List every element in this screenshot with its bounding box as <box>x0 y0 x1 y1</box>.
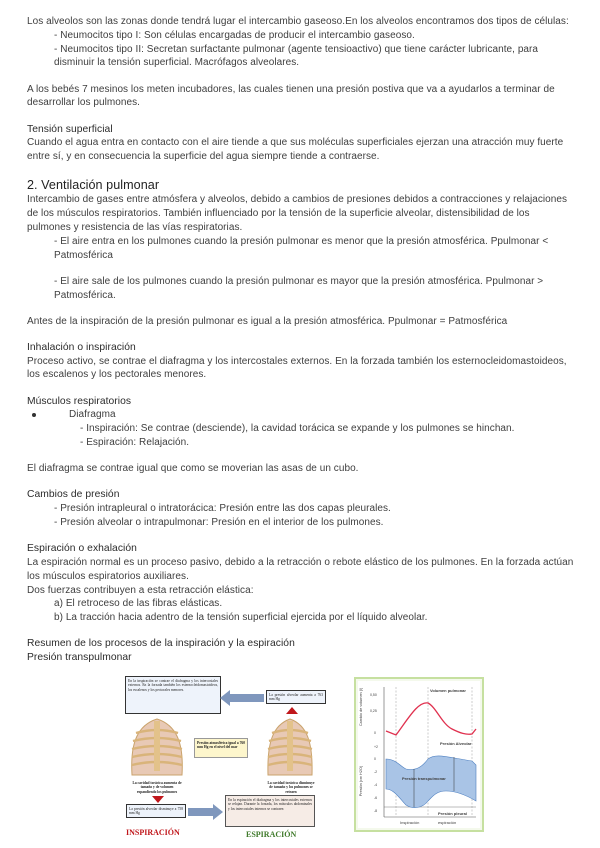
tick-label: 0 <box>374 757 376 761</box>
ribcage-inspiration-icon <box>128 717 186 779</box>
down-arrow-icon <box>152 796 164 803</box>
bullet-label: Diafragma <box>69 409 116 421</box>
paragraph: El diafragma se contrae igual que como se moverian las asas de un cubo. <box>27 463 359 475</box>
list-item: - Neumocitos tipo I: Son células encargadas de producir el intercambio gaseoso. <box>54 29 415 41</box>
atmospheric-box: Presión atmosférica igual a 760 mm Hg en el nivel del mar <box>194 738 248 758</box>
breathing-diagram <box>120 672 330 844</box>
list-item: - Presión intrapleural o intratorácica: Presión entre las dos capas pleurales. <box>54 503 391 515</box>
label-alveolar: Presión Alveolar <box>440 741 472 746</box>
paragraph: Proceso activo, se contrae el diafragma y los intercostales externos. En la forzada también los esternocleidomastoideos, <box>27 355 567 367</box>
paragraph: de los músculos respiratorios. También influenciado por la tensión de la superficie alveolar, distensibilidad de los <box>27 208 530 220</box>
paragraph: Cuando el agua entra en contacto con el aire tiende a que sus moléculas superficiales ejerzan una atracción muy fuerte <box>27 137 564 149</box>
tick-label: 0,25 <box>370 709 377 713</box>
list-item-cont: Patmosférica. <box>54 289 116 301</box>
paragraph: A los bebés 7 mesinos los meten incubadores, las cuales tienen una presión postiva que va a ayudarlos a terminar de <box>27 83 555 95</box>
list-item: - Presión alveolar o intrapulmonar: Presión en el interior de los pulmones. <box>54 517 384 529</box>
paragraph: pulmones y resistencia de las vías respiratorias. <box>27 221 243 233</box>
list-item: a) El retroceso de las fibras elásticas. <box>54 598 223 610</box>
y-axis-label-volume: Cambio de volumen (l) <box>359 687 364 727</box>
list-item: - Inspiración: Se contrae (desciende), la cavidad torácica se expande y los pulmones se hinchan. <box>80 423 515 435</box>
tick-label: -8 <box>374 809 378 813</box>
arrow-head-icon <box>213 804 223 820</box>
label-inspiracion: INSPIRACIÓN <box>126 828 180 837</box>
tick-label: 0 <box>374 731 376 735</box>
list-item: b) La tracción hacia adentro de la tensión superficial ejercida por el líquido alveolar. <box>54 612 428 624</box>
label-espiracion: ESPIRACIÓN <box>246 830 297 839</box>
paragraph: Intercambio de gases entre atmósfera y alveolos, debido a cambios de presiones debidos a contracciones y relajaciones <box>27 194 568 206</box>
alveolar-up-box: La presión alveolar aumenta a 763 mm Hg <box>266 690 326 704</box>
chapter-heading: 2. Ventilación pulmonar <box>27 178 160 193</box>
caption-right: La cavidad torácica disminuye de tamaño y los pulmones se retraen <box>267 781 315 794</box>
up-arrow-icon <box>286 707 298 714</box>
tick-label: -6 <box>374 796 378 800</box>
list-item: - Espiración: Relajación. <box>80 437 190 449</box>
tick-label: 0,50 <box>370 693 377 697</box>
paragraph: los músculos espiratorios auxiliares. <box>27 570 189 582</box>
label-volumen: Volumen pulmonar <box>430 688 466 693</box>
ribcage-expiration-icon <box>264 717 316 779</box>
list-item-cont: disminuir la tensión superficial. Macrófagos alveolares. <box>54 57 300 69</box>
list-item: - El aire entra en los pulmones cuando la presión pulmonar es menor que la presión atmosférica. Ppulmonar < <box>54 235 549 247</box>
section-heading: Músculos respiratorios <box>27 395 132 407</box>
list-item-cont: Patmosférica <box>54 249 113 261</box>
paragraph: La espiración normal es un proceso pasivo, debido a la retracción o rebote elástico de los pulmones. En la forzada actúan <box>27 557 574 569</box>
chart-plot <box>356 679 482 830</box>
tick-label: -2 <box>374 770 378 774</box>
paragraph: entre sí, y en consecuencia la superficie del agua siempre tiende a contraerse. <box>27 151 380 163</box>
list-item: - Neumocitos tipo II: Secretan surfactante pulmonar (agente tensioactivo) que tiene carácter lubricante, para <box>54 43 539 55</box>
section-subheading: Presión transpulmonar <box>27 652 132 664</box>
caption-left: La cavidad torácica aumenta de tamaño y de volumen expandiendo los pulmones <box>132 781 182 794</box>
section-heading: Tensión superficial <box>27 123 113 135</box>
section-heading: Cambios de presión <box>27 489 120 501</box>
section-heading: Resumen de los procesos de la inspiración y la espiración <box>27 638 295 650</box>
paragraph: Antes de la inspiración de la presión pulmonar es igual a la presión atmosférica. Ppulmonar = Patmosférica <box>27 315 508 327</box>
list-item: - El aire sale de los pulmones cuando la presión pulmonar es mayor que la presión atmosférica. Ppulmonar > <box>54 275 544 287</box>
paragraph: Los alveolos son las zonas donde tendrá lugar el intercambio gaseoso.En los alveolos encontramos dos tipos de células: <box>27 16 569 27</box>
arrow-head-icon <box>220 690 230 706</box>
paragraph: desarrollar los pulmones. <box>27 97 140 109</box>
tick-label: -4 <box>374 783 378 787</box>
bullet-item <box>27 408 577 422</box>
y-axis-label-pressure: Presión (cm H2O) <box>359 765 364 797</box>
paragraph: los escalenos y los pectorales menores. <box>27 369 207 381</box>
tick-label: +2 <box>374 745 378 749</box>
label-transpulmonar: Presión transpulmonar <box>402 776 446 781</box>
alveolar-down-box: La presión alveolar disminuye a 758 mm Hg <box>126 804 186 818</box>
section-heading: Inhalación o inspiración <box>27 341 136 353</box>
phase-inspiracion: Inspiración <box>400 820 420 825</box>
arrow-left-icon <box>228 694 264 702</box>
pressure-volume-chart <box>354 677 484 832</box>
label-pleural: Presión pleural <box>438 811 467 816</box>
phase-espiracion: espiración <box>438 820 457 825</box>
bullet-icon <box>32 413 36 417</box>
arrow-right-icon <box>188 808 213 816</box>
document-page <box>27 15 577 665</box>
inspiration-box: En la inspiración se contrae el diafragma y los intercostales externos. En la forzada también los esternocleidomastoideos, los escalenos y los pectorales menores. <box>125 676 221 714</box>
section-heading: Espiración o exhalación <box>27 543 137 555</box>
expiration-box: En la espiración el diafragma y los intercostales externos se relajan. Durante la forzada, los músculos abdominales y los intercostales internos se contraen <box>225 795 315 827</box>
paragraph: Dos fuerzas contribuyen a esta retracción elástica: <box>27 584 254 596</box>
